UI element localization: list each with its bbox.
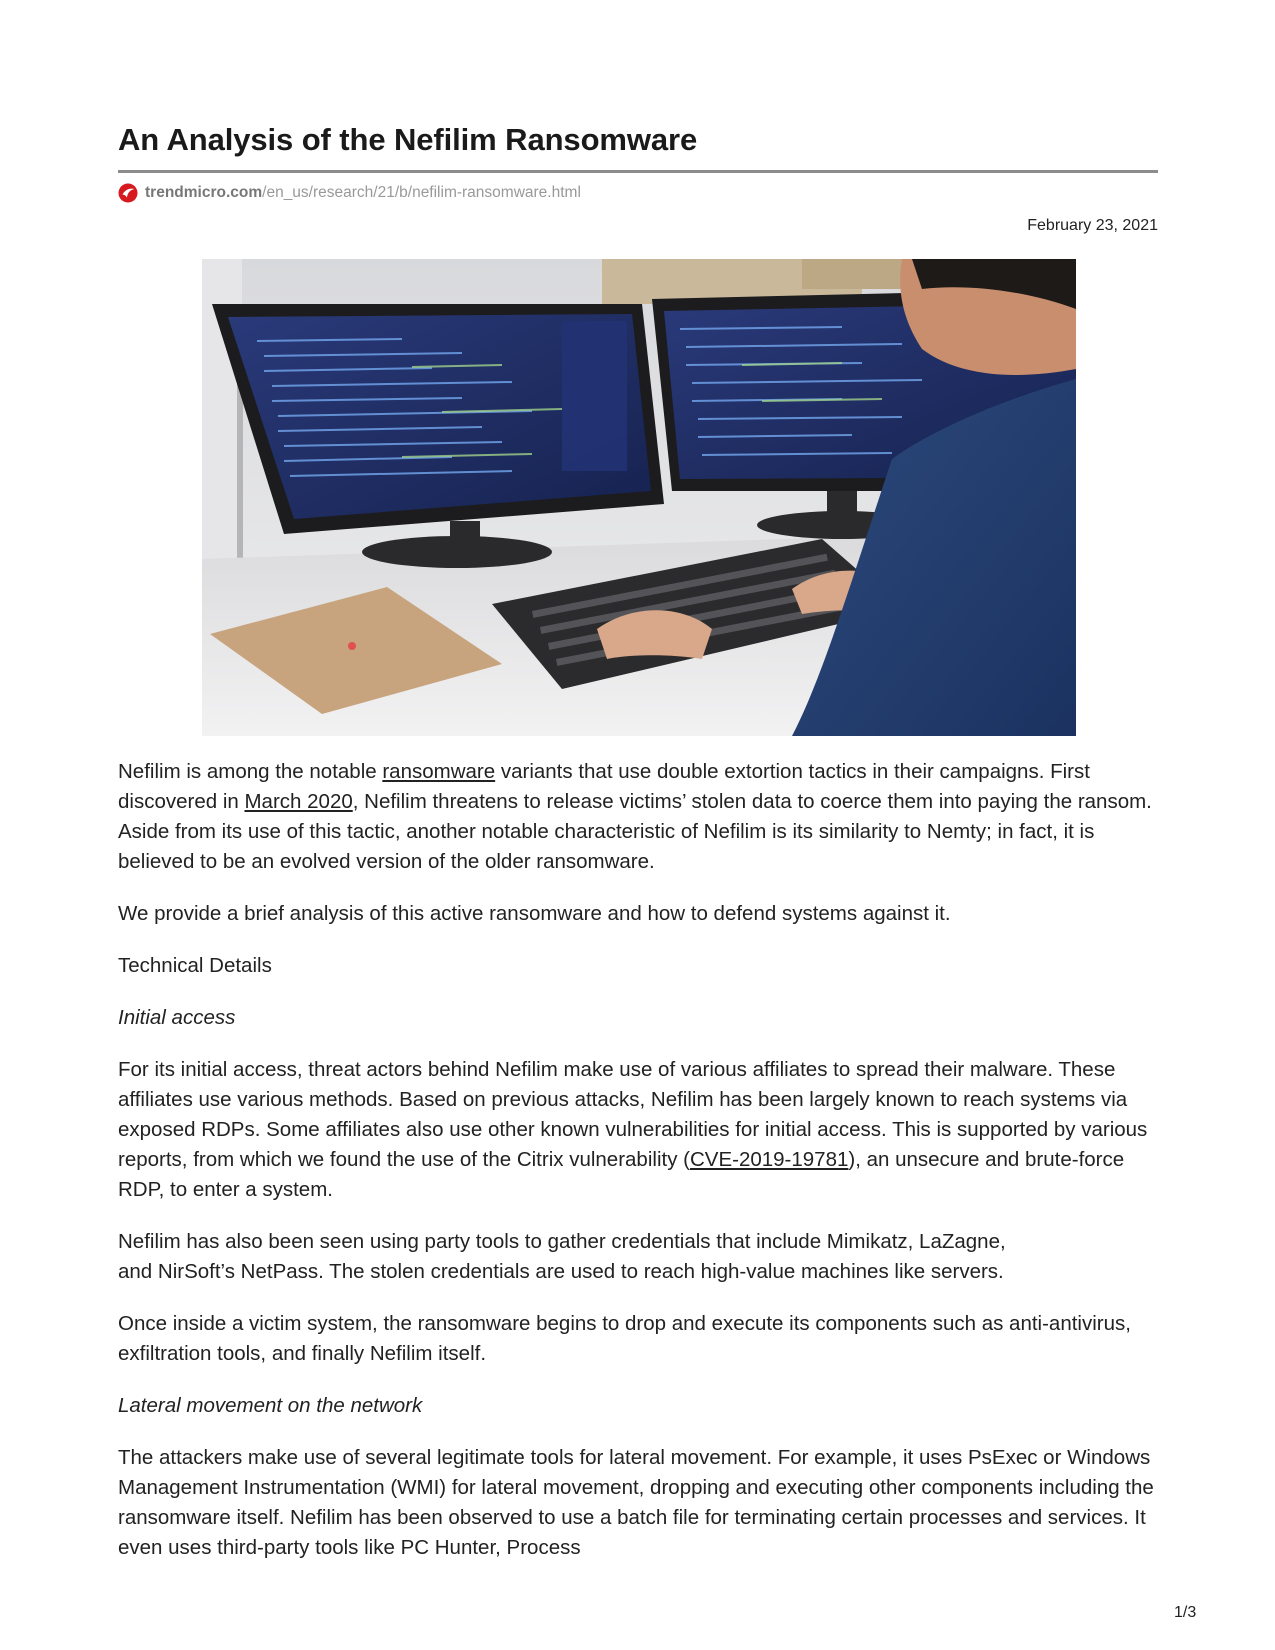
ransomware-link[interactable]: ransomware bbox=[382, 760, 496, 783]
march-2020-link[interactable]: March 2020 bbox=[244, 790, 353, 813]
section-heading-technical-details: Technical Details bbox=[118, 954, 272, 977]
source-path[interactable]: /en_us/research/21/b/nefilim-ransomware.html bbox=[262, 184, 581, 201]
source-domain[interactable]: trendmicro.com bbox=[145, 184, 263, 201]
source-link[interactable] bbox=[118, 182, 581, 204]
article-title: An Analysis of the Nefilim Ransomware bbox=[118, 122, 698, 157]
photo-person-typing-at-dual-monitors-icon bbox=[202, 259, 1076, 736]
paragraph-intro bbox=[118, 757, 1158, 877]
paragraph-credentials bbox=[118, 1227, 1158, 1287]
intro-text-b: variants that use double extortion tactics in their campaigns. First discovered in bbox=[118, 760, 1090, 813]
credentials-line-1: Nefilim has also been seen using party tools to gather credentials that include Mimikatz, LaZagne, bbox=[118, 1230, 1006, 1253]
paragraph-initial-access bbox=[118, 1055, 1158, 1205]
page-number: 1/3 bbox=[1174, 1604, 1197, 1621]
paragraph-overview: We provide a brief analysis of this active ransomware and how to defend systems against it. bbox=[118, 902, 951, 925]
subheading-initial-access: Initial access bbox=[118, 1006, 236, 1029]
title-divider bbox=[118, 170, 1158, 173]
article-body bbox=[118, 757, 1158, 1585]
paragraph-components: Once inside a victim system, the ransomware begins to drop and execute its components such as anti-antivirus, exfiltration tools, and finally Nefilim itself. bbox=[118, 1312, 1131, 1365]
intro-text-a: Nefilim is among the notable bbox=[118, 760, 383, 783]
paragraph-lateral-movement: The attackers make use of several legitimate tools for lateral movement. For example, it uses PsExec or Windows Management Instrumentation (WMI) for lateral movement, dropping and executing other components including the ransomware itself. Nefilim has been observed to use a batch file for terminating certain processes and services. It even uses third-party tools like PC Hunter, Process bbox=[118, 1446, 1154, 1559]
hero-image bbox=[202, 259, 1076, 736]
publish-date: February 23, 2021 bbox=[1027, 217, 1158, 234]
initial-access-text-a: For its initial access, threat actors behind Nefilim make use of various affiliates to spread their malware. These affiliates use various methods. Based on previous attacks, Nefilim has been largely known to reach systems via exposed RDPs. Some affiliates also use other known vulnerabilities for initial access. This is supported by various reports, from which we found the use of the Citrix vulnerability ( bbox=[118, 1058, 1148, 1171]
cve-2019-19781-link[interactable]: CVE-2019-19781 bbox=[689, 1148, 849, 1171]
subheading-lateral-movement: Lateral movement on the network bbox=[118, 1394, 423, 1417]
credentials-line-2: and NirSoft’s NetPass. The stolen credentials are used to reach high-value machines like servers. bbox=[118, 1260, 1004, 1283]
intro-text-c: , Nefilim threatens to release victims’ stolen data to coerce them into paying the ransom. Aside from its use of this tactic, another notable characteristic of Nefilim is its similarity to Nemty; in fact, it is believed to be an evolved version of the older ransomware. bbox=[118, 790, 1152, 873]
trendmicro-logo-icon bbox=[118, 183, 138, 203]
initial-access-text-b: ), an unsecure and brute-force RDP, to enter a system. bbox=[118, 1148, 1125, 1201]
